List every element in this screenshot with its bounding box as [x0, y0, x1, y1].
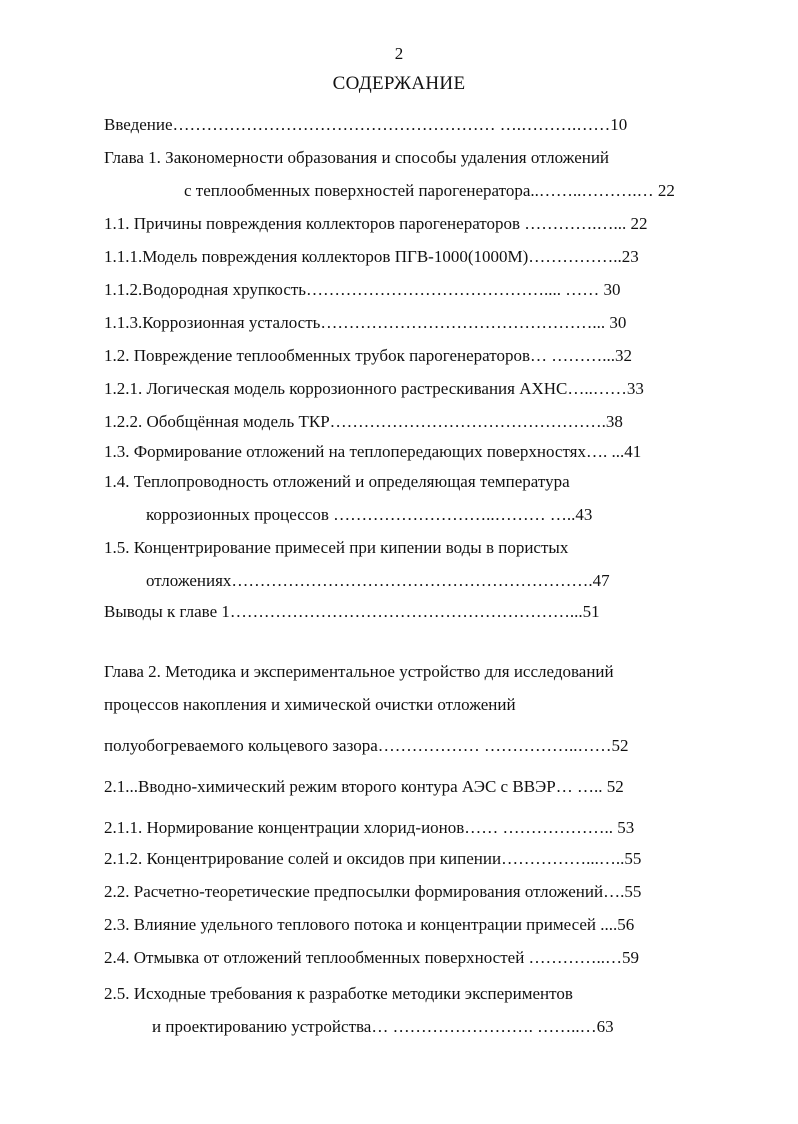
toc-entry: 1.1.1.Модель повреждения коллекторов ПГВ-1000(1000М)……………..23 — [104, 247, 639, 266]
toc-entry: и проектированию устройства… ……………………. ……..…63 — [152, 1017, 614, 1036]
toc-entry: 2.4. Отмывка от отложений теплообменных поверхностей …………..…59 — [104, 948, 640, 967]
toc-entry: Введение………………………………………………… ….……….……10 — [104, 115, 628, 134]
toc-entry: 2.1...Вводно-химический режим второго контура АЭС с ВВЭР… ….. 52 — [104, 777, 624, 796]
toc-entry: коррозионных процессов ………………………..……… …..43 — [146, 505, 593, 524]
toc-entry: 2.3. Влияние удельного теплового потока и концентрации примесей ....56 — [104, 915, 635, 934]
toc-entry: 1.2.2. Обобщённая модель ТКР………………………………………….38 — [104, 412, 623, 431]
toc-entry: Глава 1. Закономерности образования и способы удаления отложений — [104, 148, 610, 167]
toc-entry: 1.1. Причины повреждения коллекторов парогенераторов ………….…... 22 — [104, 214, 648, 233]
toc-entry: 1.1.3.Коррозионная усталость…………………………………………... 30 — [104, 313, 627, 332]
toc-entry: 1.5. Концентрирование примесей при кипении воды в пористых — [104, 538, 569, 557]
toc-entry: 1.2.1. Логическая модель коррозионного растрескивания АХНС…..……33 — [104, 379, 644, 398]
toc-entry: Выводы к главе 1……………………………………………………...51 — [104, 602, 600, 621]
toc-entry: 2.1.2. Концентрирование солей и оксидов при кипении……………...…..55 — [104, 849, 642, 868]
toc-entry: 2.1.1. Нормирование концентрации хлорид-ионов…… ……………….. 53 — [104, 818, 635, 837]
toc-entry: 1.1.2.Водородная хрупкость…………………………………….... …… 30 — [104, 280, 621, 299]
toc-entry: полуобогреваемого кольцевого зазора……………… ……………..……52 — [104, 736, 629, 755]
toc-entry: 1.4. Теплопроводность отложений и определяющая температура — [104, 472, 570, 491]
toc-entry: процессов накопления и химической очистки отложений — [104, 695, 516, 714]
toc-entry: 1.2. Повреждение теплообменных трубок парогенераторов… ………...32 — [104, 346, 633, 365]
toc-entry: Глава 2. Методика и экспериментальное устройство для исследований — [104, 662, 614, 681]
page-title: СОДЕРЖАНИЕ — [332, 73, 466, 94]
toc-entry: отложениях……………………………………………………….47 — [146, 571, 610, 590]
toc-entry: 2.2. Расчетно-теоретические предпосылки формирования отложений….55 — [104, 882, 642, 901]
page-number: 2 — [394, 44, 404, 63]
toc-entry: 2.5. Исходные требования к разработке методики экспериментов — [104, 984, 573, 1003]
toc-entry: с теплообменных поверхностей парогенератора..……..……….… 22 — [184, 181, 675, 200]
toc-entry: 1.3. Формирование отложений на теплопередающих поверхностях…. ...41 — [104, 442, 642, 461]
